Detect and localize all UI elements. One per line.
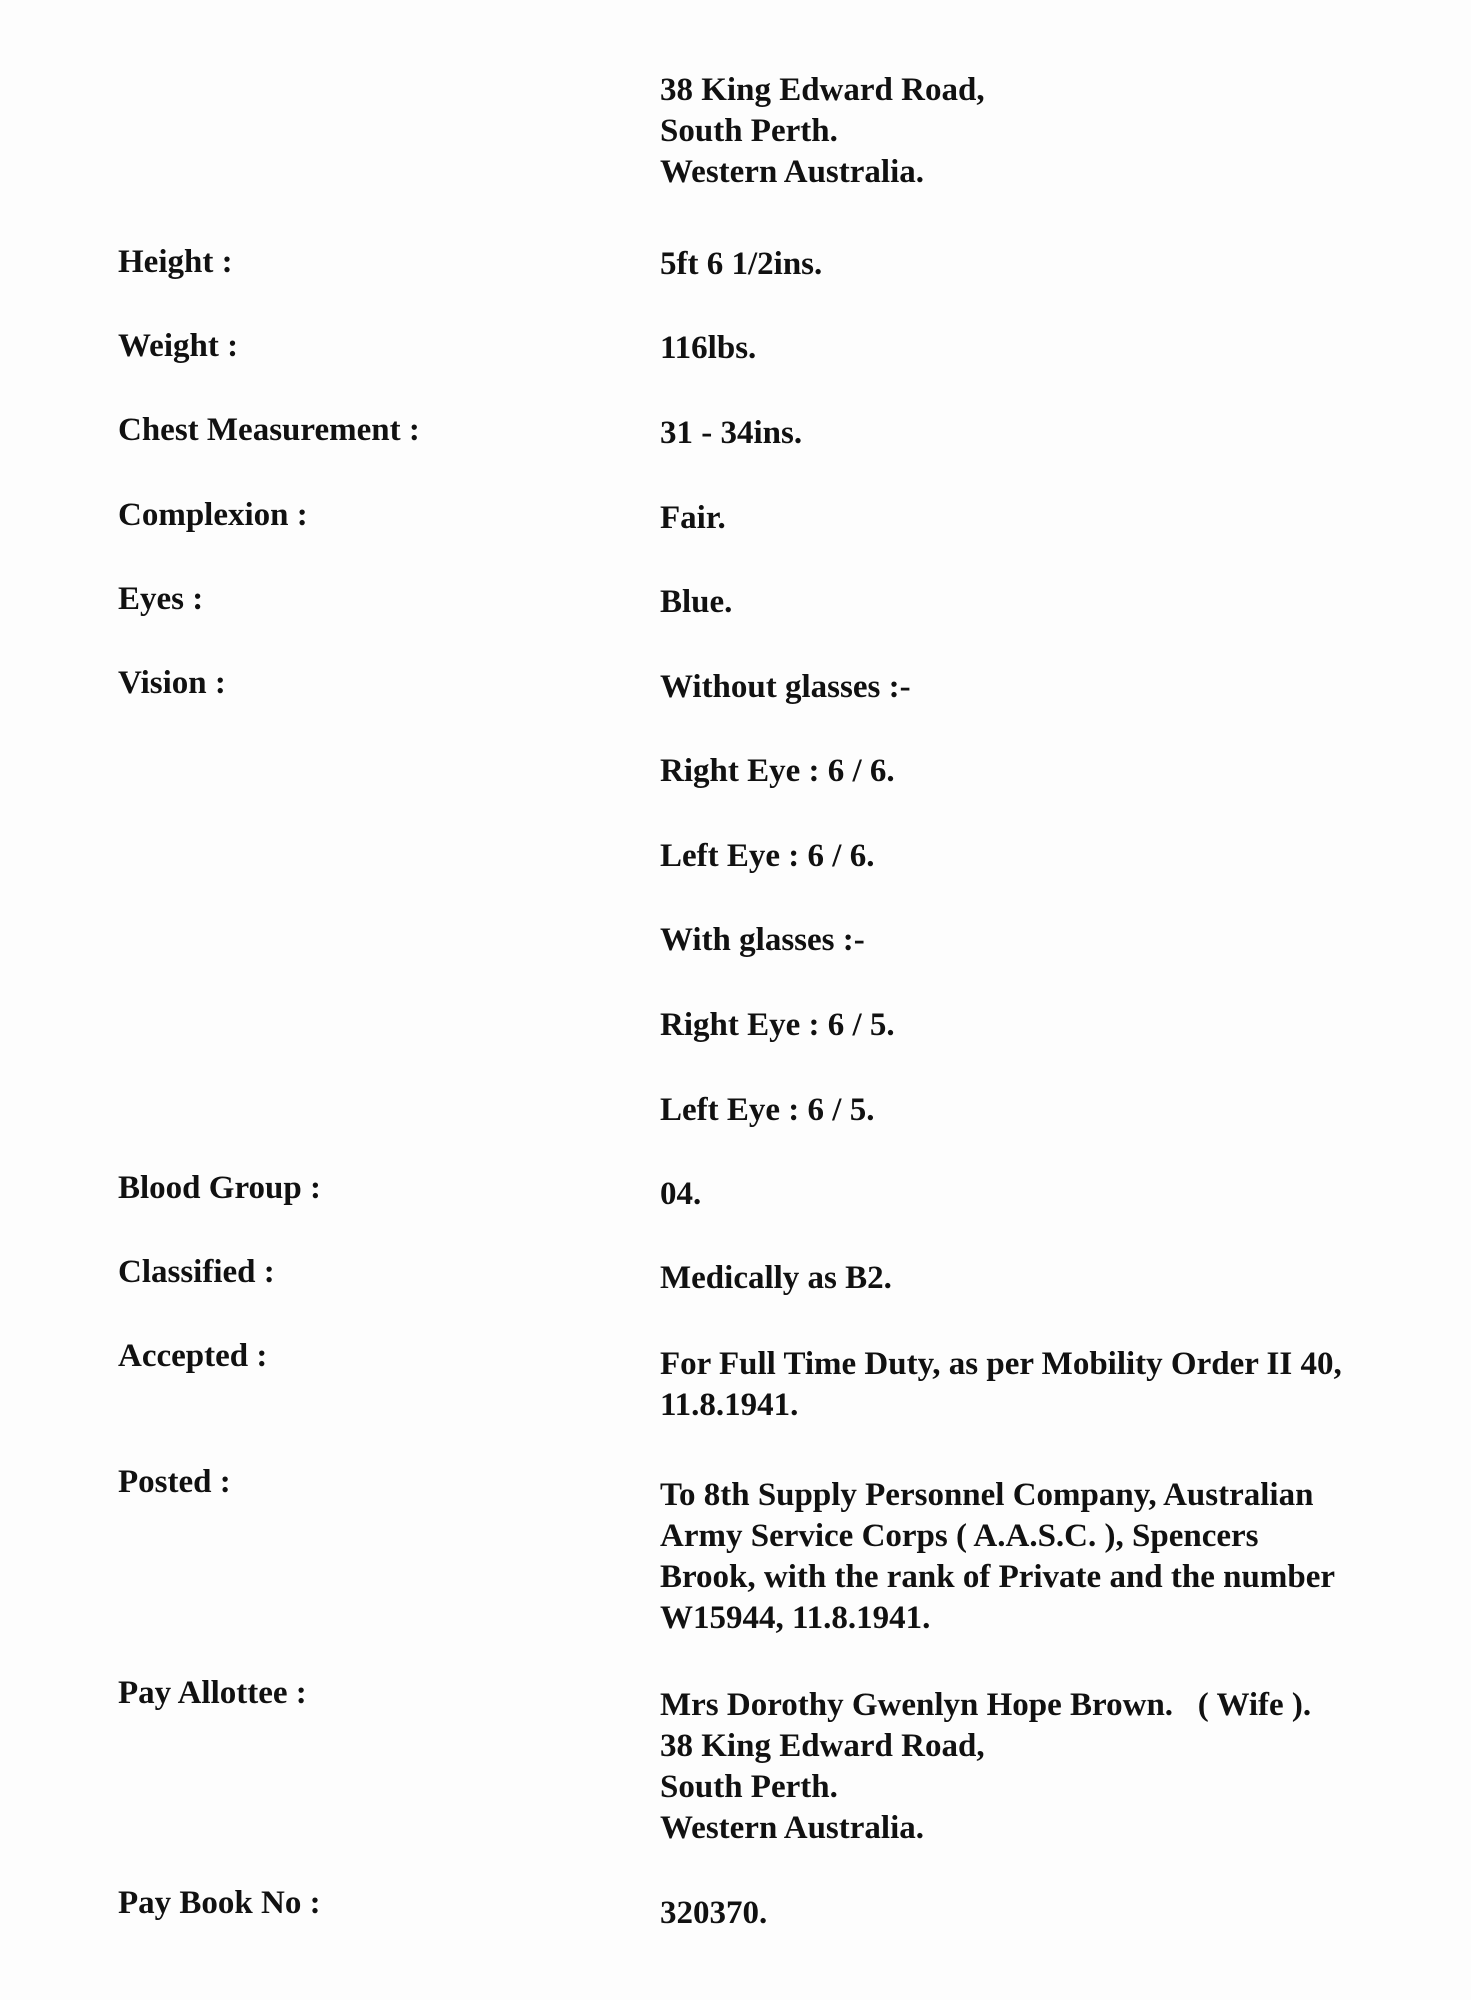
address-line: Western Australia.	[660, 154, 924, 190]
blood-group-label: Blood Group :	[118, 1170, 321, 1206]
accepted-value	[660, 1344, 1342, 1426]
vision-label: Vision :	[118, 665, 226, 701]
vision-line: Left Eye : 6 / 6.	[660, 838, 875, 874]
address-header	[660, 70, 985, 193]
accepted-label: Accepted :	[118, 1338, 268, 1374]
height-value: 5ft 6 1/2ins.	[660, 246, 823, 282]
address-line: South Perth.	[660, 113, 838, 149]
pay-allottee-line: 38 King Edward Road,	[660, 1728, 985, 1764]
vision-line: Right Eye : 6 / 5.	[660, 1007, 895, 1043]
accepted-line: For Full Time Duty, as per Mobility Order II 40,	[660, 1346, 1342, 1382]
complexion-value: Fair.	[660, 500, 726, 536]
pay-allottee-value	[660, 1685, 1311, 1849]
posted-value	[660, 1475, 1335, 1639]
pay-allottee-line: Mrs Dorothy Gwenlyn Hope Brown. ( Wife ).	[660, 1687, 1312, 1723]
pay-allottee-line: Western Australia.	[660, 1810, 924, 1846]
vision-line: Without glasses :-	[660, 669, 911, 705]
weight-value: 116lbs.	[660, 330, 757, 366]
vision-line: Left Eye : 6 / 5.	[660, 1092, 875, 1128]
pay-book-no-label: Pay Book No :	[118, 1885, 321, 1921]
classified-value: Medically as B2.	[660, 1260, 892, 1296]
address-line: 38 King Edward Road,	[660, 72, 985, 108]
posted-line: W15944, 11.8.1941.	[660, 1600, 931, 1636]
complexion-label: Complexion :	[118, 497, 308, 533]
weight-label: Weight :	[118, 328, 239, 364]
posted-label: Posted :	[118, 1464, 231, 1500]
eyes-label: Eyes :	[118, 581, 204, 617]
height-label: Height :	[118, 244, 233, 280]
pay-allottee-label: Pay Allottee :	[118, 1675, 307, 1711]
blood-group-value: 04.	[660, 1176, 702, 1212]
pay-allottee-line: South Perth.	[660, 1769, 838, 1805]
chest-label: Chest Measurement :	[118, 412, 420, 448]
chest-value: 31 - 34ins.	[660, 415, 803, 451]
classified-label: Classified :	[118, 1254, 275, 1290]
vision-line: Right Eye : 6 / 6.	[660, 753, 895, 789]
posted-line: To 8th Supply Personnel Company, Australian	[660, 1477, 1314, 1513]
posted-line: Army Service Corps ( A.A.S.C. ), Spencers	[660, 1518, 1259, 1554]
accepted-line: 11.8.1941.	[660, 1387, 799, 1423]
posted-line: Brook, with the rank of Private and the number	[660, 1559, 1335, 1595]
vision-line: With glasses :-	[660, 922, 865, 958]
pay-book-no-value: 320370.	[660, 1895, 768, 1931]
eyes-value: Blue.	[660, 584, 733, 620]
